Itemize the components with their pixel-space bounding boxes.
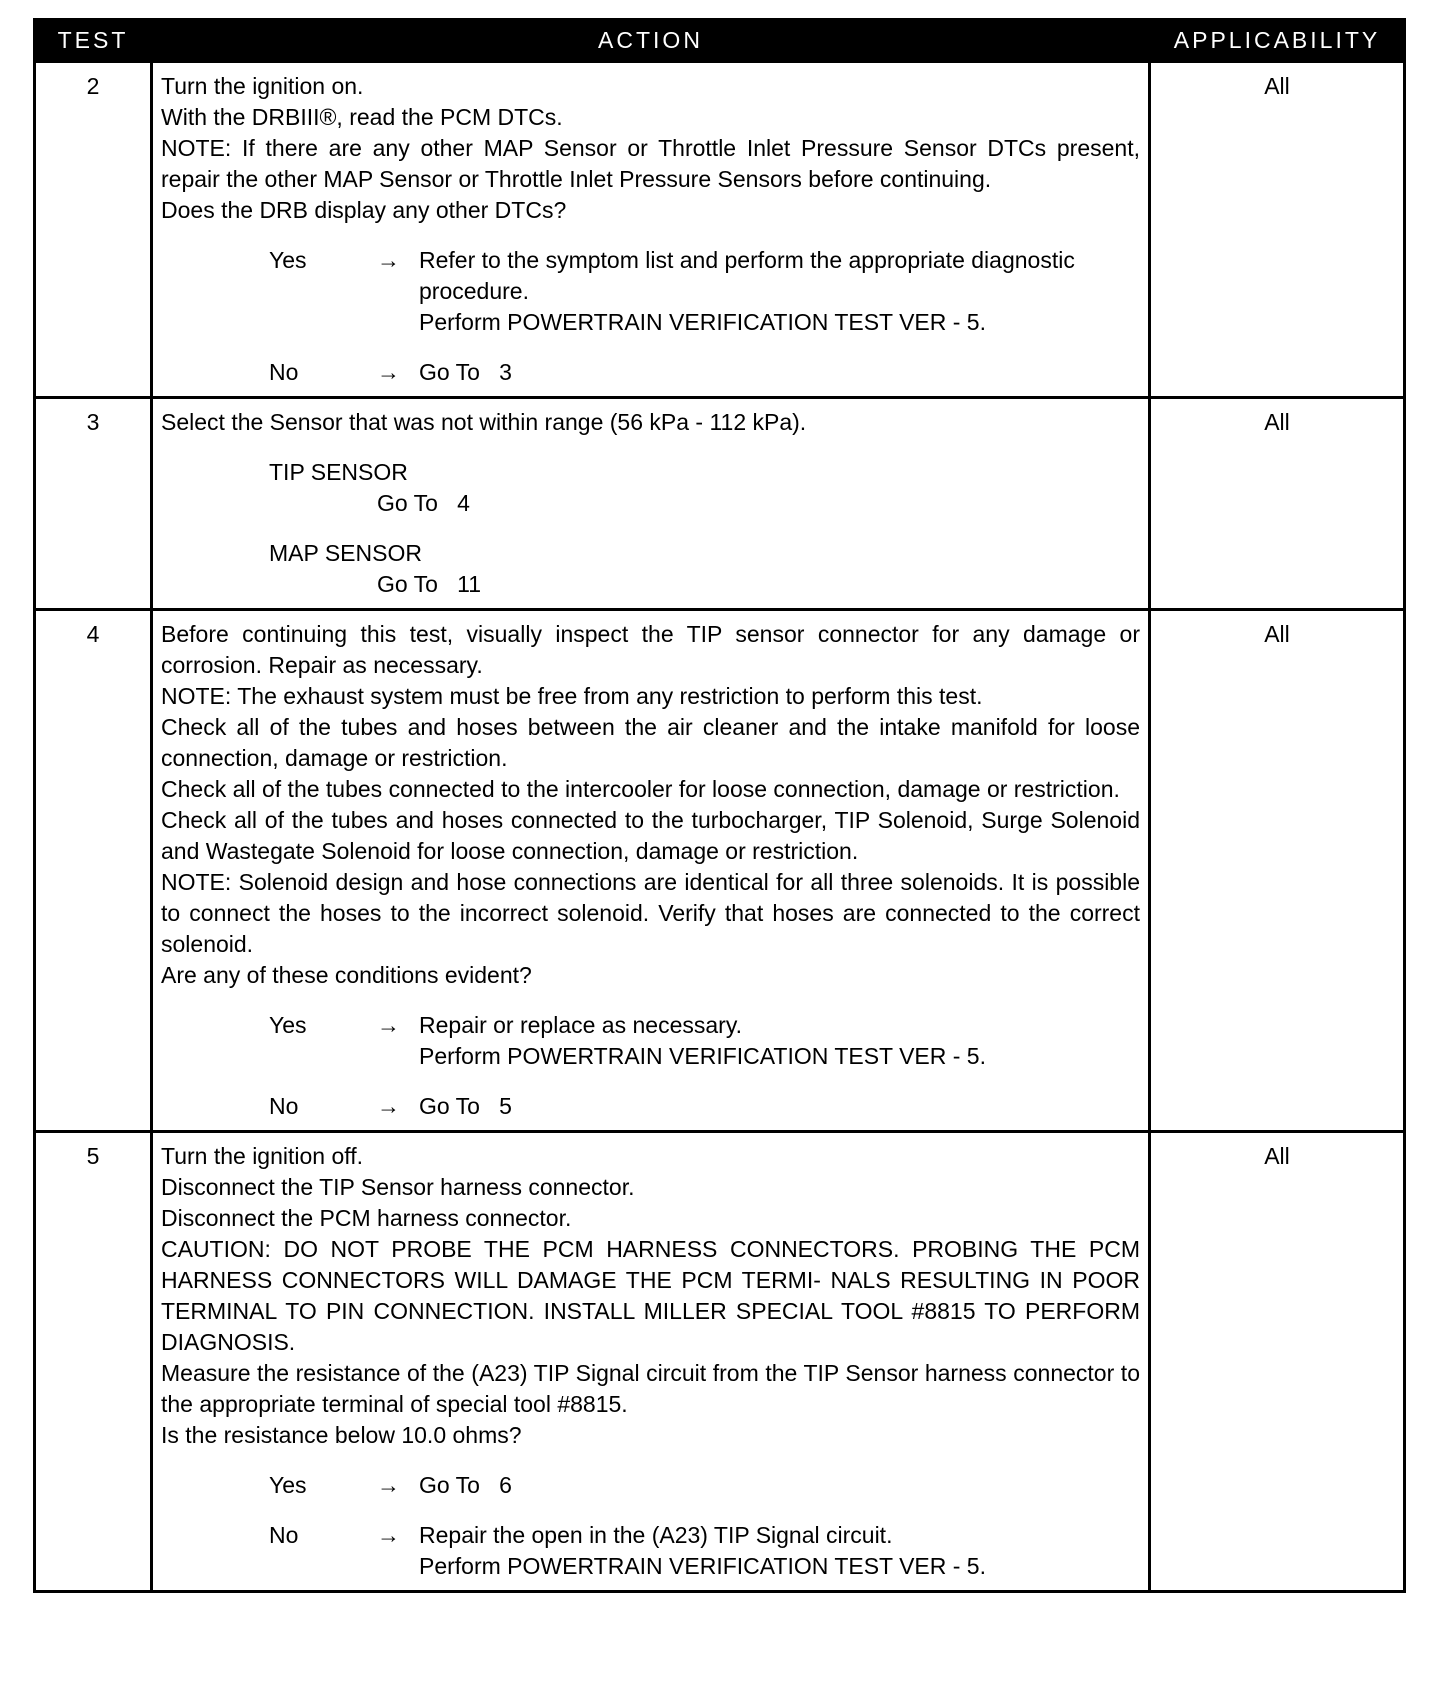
option-name: TIP SENSOR <box>269 459 408 485</box>
action-text <box>161 619 1140 991</box>
test-number: 5 <box>35 1132 152 1592</box>
action-line: Check all of the tubes connected to the intercooler for loose connection, damage or restriction. <box>161 776 1120 802</box>
action-cell <box>152 610 1150 1132</box>
arrow-icon: → <box>377 1093 400 1119</box>
no-branch <box>161 357 1140 388</box>
test-number: 3 <box>35 398 152 610</box>
no-branch <box>161 1091 1140 1122</box>
action-cell <box>152 1132 1150 1592</box>
action-line: Disconnect the PCM harness connector. <box>161 1205 572 1231</box>
yes-branch <box>161 1010 1140 1072</box>
yes-branch <box>161 1470 1140 1501</box>
action-line: Before continuing this test, visually inspect the TIP sensor connector for any damage or corrosion. Repair as necessary. <box>161 621 1140 678</box>
question-line: Does the DRB display any other DTCs? <box>161 197 567 223</box>
note-line: NOTE: If there are any other MAP Sensor or Throttle Inlet Pressure Sensor DTCs present, repair the other MAP Sensor or Throttle Inlet Pressure Sensors before continuing. <box>161 135 1140 192</box>
action-text <box>161 71 1140 226</box>
arrow-icon: → <box>377 359 400 385</box>
applicability-value: All <box>1150 62 1405 398</box>
header-action: ACTION <box>152 20 1150 62</box>
table-row <box>35 398 1405 610</box>
arrow-icon: → <box>377 1012 400 1038</box>
no-result <box>419 1091 1140 1122</box>
no-result <box>419 357 1140 388</box>
note-line: NOTE: Solenoid design and hose connections are identical for all three solenoids. It is possible to connect the hoses to the incorrect solenoid. Verify that hoses are connected to the correct solenoid. <box>161 869 1140 957</box>
action-line: Disconnect the TIP Sensor harness connector. <box>161 1174 635 1200</box>
result-line: Go To 3 <box>419 359 512 385</box>
question-line: Is the resistance below 10.0 ohms? <box>161 1422 522 1448</box>
action-line: Check all of the tubes and hoses between the air cleaner and the intake manifold for loose connection, damage or restriction. <box>161 714 1140 771</box>
question-line: Are any of these conditions evident? <box>161 962 532 988</box>
yes-label: Yes <box>269 1472 307 1498</box>
yes-branch <box>161 245 1140 338</box>
diagnostic-procedure-table <box>33 18 1406 1593</box>
result-line: Go To 5 <box>419 1093 512 1119</box>
action-cell <box>152 398 1150 610</box>
test-number: 2 <box>35 62 152 398</box>
result-line: Perform POWERTRAIN VERIFICATION TEST VER - 5. <box>419 309 986 335</box>
no-label: No <box>269 359 299 385</box>
no-result <box>419 1520 1140 1582</box>
action-line: With the DRBIII®, read the PCM DTCs. <box>161 104 563 130</box>
yes-result <box>419 245 1140 338</box>
action-line: Turn the ignition off. <box>161 1143 364 1169</box>
option-name: MAP SENSOR <box>269 540 422 566</box>
table-header-row <box>35 20 1405 62</box>
test-number: 4 <box>35 610 152 1132</box>
result-line: Go To 6 <box>419 1472 512 1498</box>
yes-label: Yes <box>269 247 307 273</box>
result-line: Repair or replace as necessary. <box>419 1012 742 1038</box>
option-tip-sensor <box>161 457 1140 519</box>
result-line: Refer to the symptom list and perform the appropriate diagnostic procedure. <box>419 247 1075 304</box>
result-line: Repair the open in the (A23) TIP Signal circuit. <box>419 1522 893 1548</box>
action-line: Turn the ignition on. <box>161 73 364 99</box>
option-map-sensor <box>161 538 1140 600</box>
option-goto: Go To 4 <box>377 490 470 516</box>
applicability-value: All <box>1150 610 1405 1132</box>
action-text <box>161 1141 1140 1451</box>
action-line: Check all of the tubes and hoses connected to the turbocharger, TIP Solenoid, Surge Solenoid and Wastegate Solenoid for loose connection, damage or restriction. <box>161 807 1140 864</box>
arrow-icon: → <box>377 1522 400 1548</box>
action-line: Measure the resistance of the (A23) TIP Signal circuit from the TIP Sensor harness connector to the appropriate terminal of special tool #8815. <box>161 1360 1140 1417</box>
arrow-icon: → <box>377 247 400 273</box>
yes-result <box>419 1470 1140 1501</box>
result-line: Perform POWERTRAIN VERIFICATION TEST VER - 5. <box>419 1043 986 1069</box>
no-label: No <box>269 1093 299 1119</box>
action-line: Select the Sensor that was not within range (56 kPa - 112 kPa). <box>161 409 807 435</box>
option-goto: Go To 11 <box>377 571 481 597</box>
result-line: Perform POWERTRAIN VERIFICATION TEST VER - 5. <box>419 1553 986 1579</box>
header-applicability: APPLICABILITY <box>1150 20 1405 62</box>
yes-result <box>419 1010 1140 1072</box>
action-text <box>161 407 1140 438</box>
table-row <box>35 62 1405 398</box>
applicability-value: All <box>1150 398 1405 610</box>
applicability-value: All <box>1150 1132 1405 1592</box>
action-cell <box>152 62 1150 398</box>
note-line: NOTE: The exhaust system must be free from any restriction to perform this test. <box>161 683 983 709</box>
no-branch <box>161 1520 1140 1582</box>
caution-line: CAUTION: DO NOT PROBE THE PCM HARNESS CONNECTORS. PROBING THE PCM HARNESS CONNECTORS WILL DAMAGE THE PCM TERMI- NALS RESULTING IN POOR TERMINAL TO PIN CONNECTION. INSTALL MILLER SPECIAL TOOL #8815 TO PERFORM DIAGNOSIS. <box>161 1236 1140 1355</box>
table-row <box>35 610 1405 1132</box>
no-label: No <box>269 1522 299 1548</box>
header-test: TEST <box>35 20 152 62</box>
arrow-icon: → <box>377 1472 400 1498</box>
yes-label: Yes <box>269 1012 307 1038</box>
table-row <box>35 1132 1405 1592</box>
